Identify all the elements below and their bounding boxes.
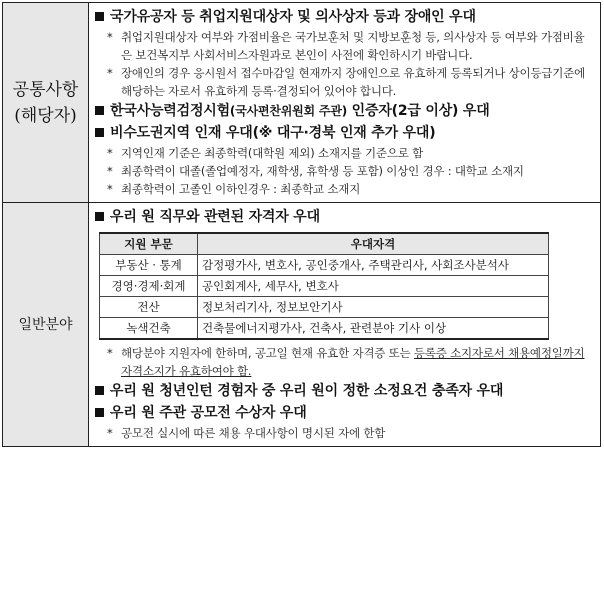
square-bullet-icon xyxy=(95,408,104,417)
qualification-table xyxy=(99,232,549,340)
common-row xyxy=(3,3,601,203)
veterans-heading: 국가유공자 등 취업지원대상자 및 의사상자 등과 장애인 우대 xyxy=(95,6,594,28)
col-header-field: 지원 부문 xyxy=(100,233,198,255)
field-cell: 전산 xyxy=(100,297,198,318)
veterans-note-1: * 취업지원대상자 여부와 가점비율은 국가보훈처 및 지방보훈청 등, 의사상자 등 여부와 가점비율은 보건복지부 사회서비스자원과로 본인이 사전에 확인하시기 바랍니다. xyxy=(107,30,585,62)
general-row xyxy=(3,203,601,447)
intern-heading: 우리 원 청년인턴 경험자 중 우리 원이 정한 소정요건 충족자 우대 xyxy=(95,380,594,402)
contest-heading: 우리 원 주관 공모전 수상자 우대 xyxy=(95,402,594,424)
regional-note-1: * 지역인재 기준은 최종학력(대학원 제외) 소재지를 기준으로 함 xyxy=(107,146,424,160)
square-bullet-icon xyxy=(95,128,104,137)
table-row xyxy=(100,297,549,318)
general-label-cell xyxy=(3,203,89,447)
preference-table xyxy=(2,2,601,447)
common-content-cell xyxy=(89,3,601,203)
qualification-cell: 정보처리기사, 정보보안기사 xyxy=(198,297,549,318)
table-row xyxy=(100,255,549,276)
qualification-cell: 건축물에너지평가사, 건축사, 관련분야 기사 이상 xyxy=(198,318,549,340)
veterans-note-2: * 장애인의 경우 응시원서 접수마감일 현재까지 장애인으로 유효하게 등록되거나 상이등급기준에 해당하는 자로서 유효하게 등록·결정되어 있어야 합니다. xyxy=(107,66,585,98)
col-header-qualification: 우대자격 xyxy=(198,233,549,255)
qualification-cell: 감정평가사, 변호사, 공인중개사, 주택관리사, 사회조사분석사 xyxy=(198,255,549,276)
square-bullet-icon xyxy=(95,212,104,221)
common-label-cell xyxy=(3,3,89,203)
general-content-cell xyxy=(89,203,601,447)
history-exam-heading: 한국사능력검정시험(국사편찬위원회 주관) 인증자(2급 이상) 우대 xyxy=(95,100,594,122)
job-related-heading: 우리 원 직무와 관련된 자격자 우대 xyxy=(95,206,594,228)
regional-talent-heading: 비수도권지역 인재 우대(※ 대구·경북 인재 추가 우대) xyxy=(95,122,594,144)
regional-note-3: * 최종학력이 고졸인 이하인경우 : 최종학교 소재지 xyxy=(107,182,361,196)
square-bullet-icon xyxy=(95,106,104,115)
regional-note-2: * 최종학력이 대졸(졸업예정자, 재학생, 휴학생 등 포함) 이상인 경우 : 대학교 소재지 xyxy=(107,164,524,178)
field-cell: 녹색건축 xyxy=(100,318,198,340)
square-bullet-icon xyxy=(95,386,104,395)
field-cell: 경영·경제·회계 xyxy=(100,276,198,297)
general-label: 일반분야 xyxy=(18,316,73,333)
qualification-header-row xyxy=(100,233,549,255)
table-row xyxy=(100,276,549,297)
field-cell: 부동산 · 통계 xyxy=(100,255,198,276)
common-label: 공통사항 xyxy=(12,79,79,100)
contest-note: * 공모전 실시에 따른 채용 우대사항이 명시된 자에 한함 xyxy=(107,426,386,440)
square-bullet-icon xyxy=(95,12,104,21)
table-row xyxy=(100,318,549,340)
qualification-cell: 공인회계사, 세무사, 변호사 xyxy=(198,276,549,297)
qualification-note: * 해당분야 지원자에 한하며, 공고일 현재 유효한 자격증 또는 등록증 소지자로서 채용예정일까지 자격소지가 유효하여야 함. xyxy=(107,346,585,378)
common-label-sub: (해당자) xyxy=(14,105,77,126)
